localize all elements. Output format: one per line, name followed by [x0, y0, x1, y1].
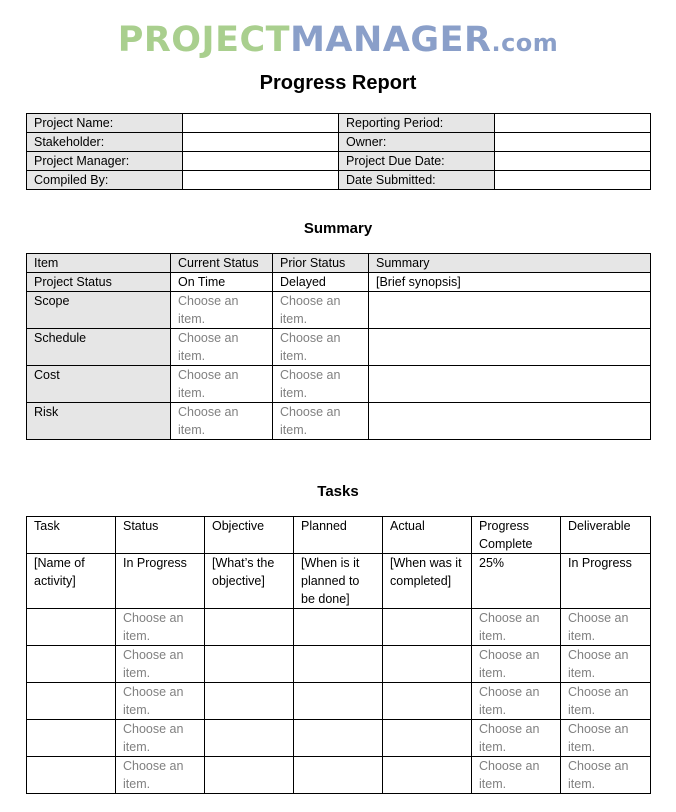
task-row: [27, 646, 651, 683]
tasks-column-header: Task: [27, 517, 116, 554]
tasks-column-header: Status: [116, 517, 205, 554]
summary-text-field[interactable]: [369, 329, 651, 366]
summary-row: [27, 329, 651, 366]
info-value-field[interactable]: [183, 114, 339, 133]
summary-text-field[interactable]: [Brief synopsis]: [369, 273, 651, 292]
tasks-column-header: Objective: [205, 517, 294, 554]
summary-row: [27, 273, 651, 292]
task-objective-field[interactable]: [205, 720, 294, 757]
summary-row: [27, 366, 651, 403]
summary-text-field[interactable]: [369, 366, 651, 403]
logo-part-domain: .com: [491, 29, 559, 57]
task-progress-dropdown[interactable]: Choose an item.: [472, 720, 561, 757]
tasks-table: [26, 516, 651, 794]
summary-item-label: Scope: [27, 292, 171, 329]
task-deliverable-dropdown[interactable]: Choose an item.: [561, 757, 651, 794]
task-status-dropdown[interactable]: Choose an item.: [116, 757, 205, 794]
current-status-dropdown[interactable]: Choose an item.: [171, 366, 273, 403]
info-value-field[interactable]: [183, 171, 339, 190]
summary-header-row: [27, 254, 651, 273]
task-actual-field[interactable]: [383, 757, 472, 794]
task-progress-dropdown[interactable]: Choose an item.: [472, 609, 561, 646]
info-label: Project Due Date:: [339, 152, 495, 171]
logo-part-project: PROJECT: [117, 20, 291, 60]
logo-part-manager: MANAGER: [290, 20, 492, 60]
task-progress-dropdown[interactable]: Choose an item.: [472, 646, 561, 683]
summary-column-header: Item: [27, 254, 171, 273]
summary-item-label: Risk: [27, 403, 171, 440]
summary-column-header: Current Status: [171, 254, 273, 273]
info-label: Owner:: [339, 133, 495, 152]
summary-column-header: Summary: [369, 254, 651, 273]
tasks-column-header: Deliverable: [561, 517, 651, 554]
prior-status-dropdown[interactable]: Choose an item.: [273, 329, 369, 366]
info-value-field[interactable]: [495, 152, 651, 171]
task-name-field[interactable]: [27, 720, 116, 757]
task-progress-cell[interactable]: 25%: [472, 554, 561, 609]
task-objective-field[interactable]: [205, 683, 294, 720]
task-objective-field[interactable]: [205, 646, 294, 683]
task-deliverable-dropdown[interactable]: Choose an item.: [561, 720, 651, 757]
task-objective-cell[interactable]: [What’s the objective]: [205, 554, 294, 609]
summary-text-field[interactable]: [369, 403, 651, 440]
task-name-field[interactable]: [27, 609, 116, 646]
summary-item-label: Schedule: [27, 329, 171, 366]
task-planned-field[interactable]: [294, 757, 383, 794]
task-status-cell[interactable]: In Progress: [116, 554, 205, 609]
projectmanager-logo: [0, 20, 676, 63]
summary-row: [27, 403, 651, 440]
task-planned-field[interactable]: [294, 646, 383, 683]
task-name-field[interactable]: [27, 757, 116, 794]
task-planned-field[interactable]: [294, 720, 383, 757]
tasks-column-header: Actual: [383, 517, 472, 554]
task-status-dropdown[interactable]: Choose an item.: [116, 609, 205, 646]
info-label: Reporting Period:: [339, 114, 495, 133]
info-value-field[interactable]: [495, 133, 651, 152]
info-value-field[interactable]: [495, 171, 651, 190]
current-status-dropdown[interactable]: Choose an item.: [171, 292, 273, 329]
task-name-field[interactable]: [27, 683, 116, 720]
tasks-column-header: Progress Complete: [472, 517, 561, 554]
summary-row: [27, 292, 651, 329]
task-task-cell[interactable]: [Name of activity]: [27, 554, 116, 609]
info-label: Date Submitted:: [339, 171, 495, 190]
current-status-dropdown[interactable]: Choose an item.: [171, 403, 273, 440]
task-objective-field[interactable]: [205, 757, 294, 794]
task-deliverable-dropdown[interactable]: Choose an item.: [561, 609, 651, 646]
task-status-dropdown[interactable]: Choose an item.: [116, 683, 205, 720]
info-label: Compiled By:: [27, 171, 183, 190]
summary-item-label: Cost: [27, 366, 171, 403]
info-label: Project Name:: [27, 114, 183, 133]
tasks-heading: Tasks: [317, 483, 359, 500]
task-status-dropdown[interactable]: Choose an item.: [116, 720, 205, 757]
project-info-table: [26, 113, 651, 190]
summary-text-field[interactable]: [369, 292, 651, 329]
summary-heading: Summary: [303, 220, 373, 237]
task-actual-field[interactable]: [383, 646, 472, 683]
task-actual-field[interactable]: [383, 609, 472, 646]
info-row: [27, 171, 651, 190]
task-name-field[interactable]: [27, 646, 116, 683]
summary-table: [26, 253, 651, 440]
tasks-header-row: [27, 517, 651, 554]
info-label: Stakeholder:: [27, 133, 183, 152]
task-progress-dropdown[interactable]: Choose an item.: [472, 757, 561, 794]
task-planned-field[interactable]: [294, 683, 383, 720]
task-deliverable-cell[interactable]: In Progress: [561, 554, 651, 609]
info-value-field[interactable]: [183, 152, 339, 171]
prior-status-dropdown[interactable]: Choose an item.: [273, 366, 369, 403]
prior-status-dropdown[interactable]: Choose an item.: [273, 403, 369, 440]
task-actual-field[interactable]: [383, 720, 472, 757]
info-row: [27, 152, 651, 171]
info-value-field[interactable]: [183, 133, 339, 152]
task-deliverable-dropdown[interactable]: Choose an item.: [561, 646, 651, 683]
info-row: [27, 133, 651, 152]
info-value-field[interactable]: [495, 114, 651, 133]
task-progress-dropdown[interactable]: Choose an item.: [472, 683, 561, 720]
summary-item-label: Project Status: [27, 273, 171, 292]
prior-status-dropdown[interactable]: Delayed: [273, 273, 369, 292]
current-status-dropdown[interactable]: On Time: [171, 273, 273, 292]
task-actual-cell[interactable]: [When was it completed]: [383, 554, 472, 609]
page-title: Progress Report: [259, 72, 417, 94]
task-row: [27, 554, 651, 609]
task-row: [27, 757, 651, 794]
prior-status-dropdown[interactable]: Choose an item.: [273, 292, 369, 329]
task-row: [27, 683, 651, 720]
info-label: Project Manager:: [27, 152, 183, 171]
task-planned-cell[interactable]: [When is it planned to be done]: [294, 554, 383, 609]
task-row: [27, 609, 651, 646]
task-planned-field[interactable]: [294, 609, 383, 646]
current-status-dropdown[interactable]: Choose an item.: [171, 329, 273, 366]
task-row: [27, 720, 651, 757]
tasks-column-header: Planned: [294, 517, 383, 554]
task-objective-field[interactable]: [205, 609, 294, 646]
task-actual-field[interactable]: [383, 683, 472, 720]
task-status-dropdown[interactable]: Choose an item.: [116, 646, 205, 683]
info-row: [27, 114, 651, 133]
task-deliverable-dropdown[interactable]: Choose an item.: [561, 683, 651, 720]
summary-column-header: Prior Status: [273, 254, 369, 273]
